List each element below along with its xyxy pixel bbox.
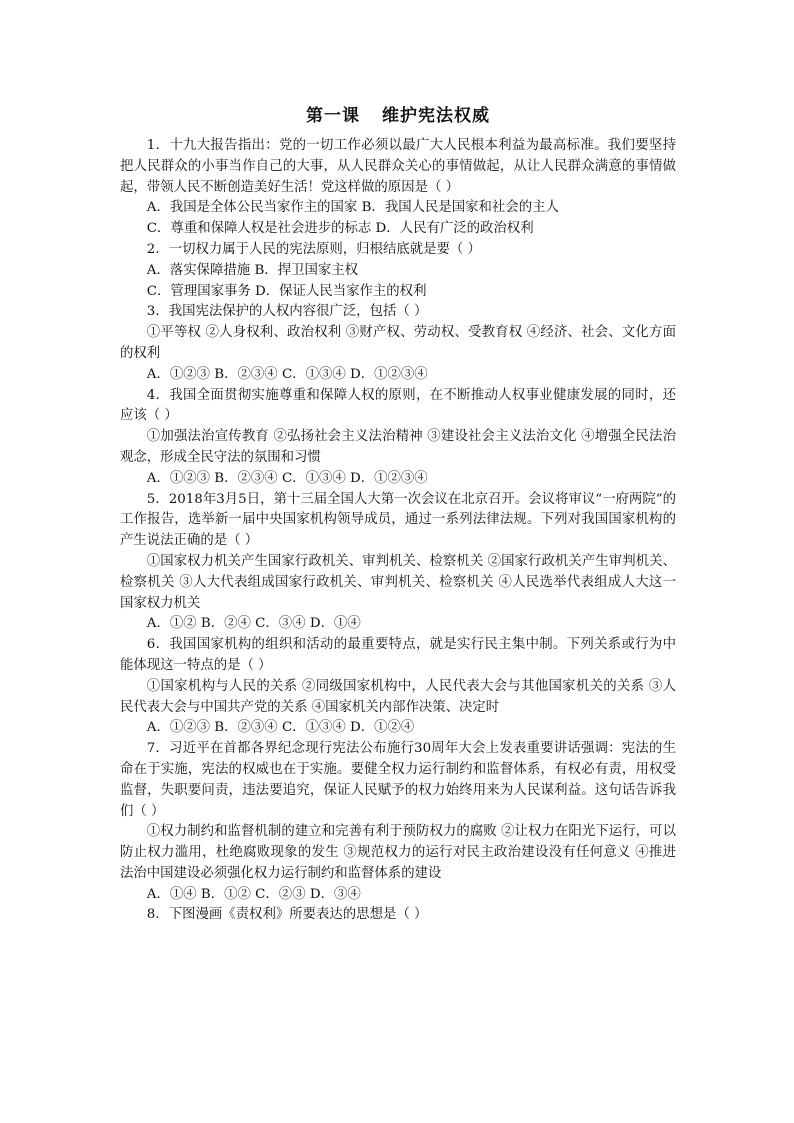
question-options: C．管理国家事务 D．保证人民当家作主的权利 <box>146 283 427 299</box>
question-statements: ①国家权力机关产生国家行政机关、审判机关、检察机关 ②国家行政机关产生审判机关、检察机关 ③人大代表组成国家行政机关、审判机关、检察机关 ④人民选举代表组成人大这一国家权力机关 <box>120 553 676 611</box>
question-stem: 2．一切权力属于人民的宪法原则，归根结底就是要（ ） <box>146 241 481 257</box>
question-7 <box>120 739 676 905</box>
question-statements: ①加强法治宣传教育 ②弘扬社会主义法治精神 ③建设社会主义法治文化 ④增强全民法治观念，形成全民守法的氛围和习惯 <box>120 429 676 465</box>
question-4 <box>120 386 676 490</box>
question-6 <box>120 635 676 739</box>
question-3 <box>120 302 676 385</box>
question-options: A．①④ B．①② C．②③ D．③④ <box>146 886 361 902</box>
question-stem: 6．我国国家机构的组织和活动的最重要特点，就是实行民主集中制。下列关系或行为中能体现这一特点的是（ ） <box>120 637 676 673</box>
page-title <box>120 104 676 128</box>
question-statements: ①国家机构与人民的关系 ②同级国家机构中，人民代表大会与其他国家机关的关系 ③人民代表大会与中国共产党的关系 ④国家机关内部作决策、决定时 <box>120 678 676 715</box>
question-options: A．①②③ B．②③④ C．①③④ D．①②④ <box>146 720 415 736</box>
question-options: A．①② B．②④ C．③④ D．①④ <box>146 616 361 632</box>
question-stem: 4．我国全面贯彻实施尊重和保障人权的原则，在不断推动人权事业健康发展的同时，还应该（ ） <box>120 387 676 424</box>
question-stem: 3．我国宪法保护的人权内容很广泛，包括（ ） <box>146 304 428 320</box>
question-stem: 8．下图漫画《责权利》所要表达的思想是（ ） <box>146 907 428 923</box>
question-2 <box>120 240 676 302</box>
question-options: A．①②③ B．②③④ C．①③④ D．①②③④ <box>146 366 428 382</box>
question-8 <box>120 905 676 926</box>
lesson-number: 第一课 <box>306 106 360 126</box>
lesson-name: 维护宪法权威 <box>382 106 490 126</box>
question-options: C．尊重和保障人权是社会进步的标志 D．人民有广泛的政治权利 <box>146 221 534 237</box>
question-stem: 5．2018年3月5日，第十三届全国人大第一次会议在北京召开。会议将审议“一府两院”的工作报告，选举新一届中央国家机构领导成员，通过一系列法律法规。下列对我国国家机构的产生说法正确的是（ ） <box>120 491 676 549</box>
question-stem: 7．习近平在首都各界纪念现行宪法公布施行30周年大会上发表重要讲话强调：宪法的生命在于实施，宪法的权威也在于实施。要健全权力运行制约和监督体系，有权必有责，用权受监督，失职要问责，违法要追究，保证人民赋予的权力始终用来为人民谋利益。这句话告诉我们（ ） <box>120 741 676 819</box>
question-stem: 1．十九大报告指出：党的一切工作必须以最广大人民根本利益为最高标准。我们要坚持把人民群众的小事当作自己的大事，从人民群众关心的事情做起，从让人民群众满意的事情做起，带领人民不断创造美好生活！党这样做的原因是（ ） <box>120 138 676 195</box>
question-options: A．①②③ B．②③④ C．①③④ D．①②③④ <box>146 470 428 486</box>
question-options: A．落实保障措施 B．捍卫国家主权 <box>146 262 359 278</box>
question-statements: ①权力制约和监督机制的建立和完善有利于预防权力的腐败 ②让权力在阳光下运行，可以防止权力滥用，杜绝腐败现象的发生 ③规范权力的运行对民主政治建设没有任何意义 ④推进法治中国建设必须强化权力运行制约和监督体系的建设 <box>120 824 676 881</box>
question-1 <box>120 136 676 240</box>
question-statements: ①平等权 ②人身权利、政治权利 ③财产权、劳动权、受教育权 ④经济、社会、文化方面的权利 <box>120 325 676 361</box>
question-options: A．我国是全体公民当家作主的国家 B．我国人民是国家和社会的主人 <box>146 200 559 216</box>
document-page <box>120 104 676 926</box>
question-5 <box>120 490 676 636</box>
